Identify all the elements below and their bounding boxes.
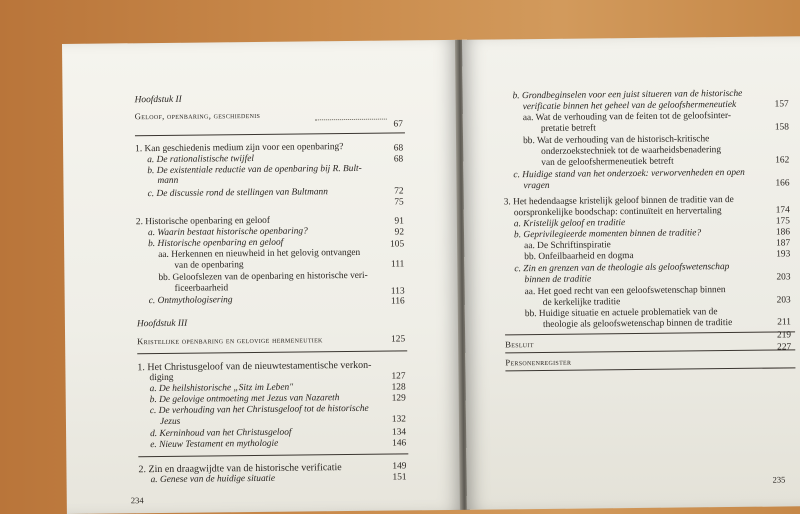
page-number: 146 [392,438,407,449]
page-number: 129 [391,393,406,404]
register-entry: Personenregister [505,356,572,368]
toc-entry: de kerkelijke traditie [542,297,621,308]
page-number: 227 [777,342,792,353]
section-rule [505,367,795,371]
toc-entry: a. Genese van de huidige situatie [150,473,276,486]
toc-entry: van de openbaring [174,260,244,271]
toc-entry: e. Nieuw Testament en mythologie [150,438,279,451]
open-book [62,36,800,514]
chapter-3-heading: Hoofdstuk III [136,318,188,330]
section-rule [505,349,795,353]
chapter-3-title: Kristelijke openbaring en gelovige hermeneutiek [137,334,323,347]
toc-entry: 2. Historische openbaring en geloof [135,215,271,228]
toc-entry: aa. De Schriftinspiratie [524,240,611,252]
page-number: 67 [393,119,403,130]
page-number: 127 [391,371,406,382]
toc-entry: bb. Wat de verhouding van de historisch-kritische [522,134,710,147]
toc-entry: b. De existentiale reductie van de openbaring bij R. Bult- [147,163,362,177]
page-number: 132 [391,414,407,425]
page-number: 149 [392,461,407,472]
toc-entry: van de geloofshermeneutiek betreft [541,156,674,168]
section-rule [138,453,408,457]
toc-entry: aa. Wat de verhouding van de feiten tot de geloofsinter- [522,110,732,124]
toc-entry: theologie als geloofswetenschap binnen de traditie [542,317,733,330]
chapter-2-title: Geloof, openbaring, geschiedenis [134,109,261,122]
section-rule [505,331,795,335]
page-number: 72 [394,186,404,197]
toc-entry: aa. Herkennen en nieuwheid in het gelovig ontvangen [158,247,361,261]
toc-entry: 1. Het Christusgeloof van de nieuwtestamentische verkon- [137,359,372,374]
page-number: 158 [774,122,789,133]
toc-entry: oorspronkelijke boodschap: continuïteit en hervertaling [513,206,722,219]
page-number: 75 [394,197,404,208]
toc-entry: 3. Het hedendaagse kristelijk geloof binnen de traditie van de [503,194,734,208]
toc-entry: diging [149,372,174,384]
toc-entry: c. De verhouding van het Christusgeloof tot de historische [149,403,369,417]
toc-entry: b. De gelovige ontmoeting met Jezus van Nazareth [149,393,340,406]
toc-entry: aa. Het goed recht van een geloofswetenschap binnen [524,285,726,298]
page-number: 187 [776,238,791,249]
toc-entry: mann [157,175,179,187]
section-rule [137,350,407,354]
folio: 235 [772,474,786,485]
toc-entry: a. Kristelijk geloof en traditie [513,218,626,230]
toc-entry: c. De discussie rond de stellingen van Bultmann [147,187,328,200]
page-number: 193 [776,249,791,260]
toc-entry: a. De rationalistische twijfel [147,153,255,166]
page-number: 186 [775,227,791,238]
toc-entry: verificatie binnen het geheel van de geloofshermeneutiek [522,99,737,113]
page-number: 175 [775,216,790,227]
right-page [462,36,800,510]
toc-entry: d. Kerninhoud van het Christusgeloof [150,427,292,440]
page-number: 113 [390,286,405,297]
toc-entry: b. Historische openbaring en geloof [148,237,284,250]
toc-entry: c. Zin en grenzen van de theologie als geloofswetenschap [514,262,730,275]
page-number: 134 [391,427,407,438]
toc-entry: pretatie betreft [540,123,596,134]
section-rule [135,132,405,136]
chapter-2-heading: Hoofdstuk II [134,94,182,106]
toc-entry: a. De heilshistorische „Sitz im Leben" [149,382,294,395]
page-number: 151 [392,472,407,483]
page-number: 211 [777,317,792,328]
toc-entry: 1. Kan geschiedenis medium zijn voor een openbaring? [135,142,344,155]
page-number: 128 [391,382,406,393]
page-number: 162 [775,155,790,166]
page-number: 92 [394,227,405,238]
folio: 234 [130,495,144,506]
left-page [62,40,462,514]
page-number: 105 [390,239,405,250]
toc-entry: c. Huidige stand van het onderzoek: verworvenheden en open [513,167,745,181]
toc-entry: vragen [523,180,550,192]
toc-entry: c. Ontmythologisering [148,295,233,307]
page-number: 203 [776,272,791,283]
toc-entry: 2. Zin en draagwijdte van de historische verificatie [138,462,342,476]
page-number: 219 [776,330,792,341]
toc-entry: Jezus [159,416,181,427]
toc-entry: b. Grondbeginselen voor een juist situeren van de historische [512,88,743,102]
page-number: 166 [775,178,790,189]
page-number: 125 [390,334,406,345]
page-number: 68 [393,154,404,165]
toc-entry: ficeerbaarheid [174,283,229,294]
page-number: 157 [774,99,789,110]
page-number: 174 [775,205,790,216]
toc-entry: b. Geprivilegieerde momenten binnen de traditie? [513,228,702,241]
toc-entry: bb. Onfeilbaarheid en dogma [524,251,634,263]
toc-entry: onderzoekstechniek tot de waarheidsbenadering [541,145,722,157]
toc-entry: bb. Huidige situatie en actuele problematiek van de [524,307,718,320]
toc-entry: binnen de traditie [524,274,592,286]
page-number: 111 [390,259,405,270]
page-number: 68 [393,143,404,154]
page-number: 116 [390,296,405,307]
besluit-entry: Besluit [505,339,534,350]
toc-entry: bb. Geloofslezen van de openbaring en historische veri- [158,270,368,284]
page-number: 203 [776,295,791,306]
page-number: 91 [394,216,404,227]
toc-entry: a. Waarin bestaat historische openbaring? [147,226,308,239]
